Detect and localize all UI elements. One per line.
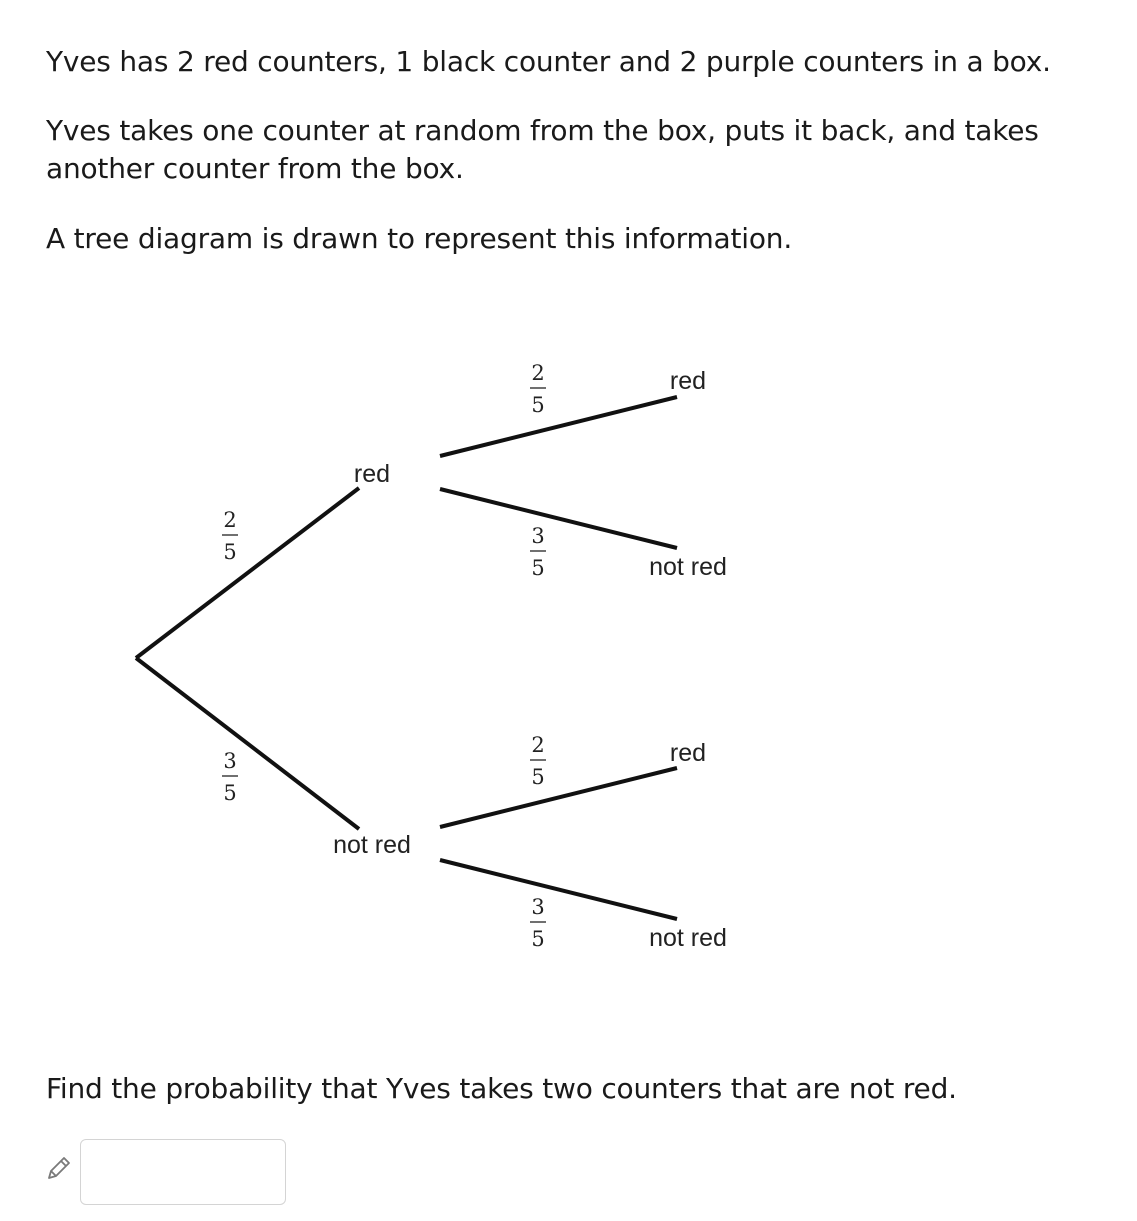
svg-text:5: 5 (223, 540, 237, 564)
probability-after-not-red-red (530, 733, 546, 789)
branch-after-red-not-red (440, 489, 677, 548)
answer-input[interactable] (80, 1139, 286, 1205)
svg-text:2: 2 (223, 508, 237, 532)
svg-text:5: 5 (531, 393, 545, 417)
probability-first-not-red (222, 749, 238, 805)
branch-first-red (136, 488, 359, 658)
svg-text:5: 5 (531, 927, 545, 951)
svg-text:5: 5 (531, 556, 545, 580)
probability-after-red-not-red (530, 524, 546, 580)
branch-first-not-red (136, 658, 359, 829)
probability-after-not-red-not-red (530, 895, 546, 951)
svg-text:3: 3 (531, 524, 545, 548)
question-paragraph-counters: Yves has 2 red counters, 1 black counter and 2 purple counters in a box. (46, 45, 1051, 78)
question-prompt: Find the probability that Yves takes two counters that are not red. (46, 1072, 957, 1105)
branch-after-red-red (440, 397, 677, 456)
svg-text:3: 3 (223, 749, 237, 773)
branch-after-not-red-not-red (440, 860, 677, 919)
outcome-after-red-red: red (669, 367, 707, 395)
svg-text:2: 2 (531, 361, 545, 385)
outcome-after-not-red-red: red (669, 739, 707, 767)
probability-first-red (222, 508, 238, 564)
outcome-after-red-not-red: not red (649, 553, 727, 581)
probability-after-red-red (530, 361, 546, 417)
svg-text:5: 5 (531, 765, 545, 789)
tree-diagram (0, 300, 1137, 1000)
outcome-after-not-red-not-red: not red (649, 924, 727, 952)
branch-after-not-red-red (440, 768, 677, 827)
svg-text:5: 5 (223, 781, 237, 805)
question-paragraph-method: Yves takes one counter at random from the box, puts it back, and takes another counter from the box. (46, 114, 1039, 185)
outcome-first-not-red: not red (333, 831, 411, 859)
pencil-icon (44, 1152, 74, 1182)
outcome-first-red: red (353, 460, 391, 488)
svg-text:2: 2 (531, 733, 545, 757)
question-paragraph-diagram-intro: A tree diagram is drawn to represent this information. (46, 222, 793, 255)
svg-text:3: 3 (531, 895, 545, 919)
